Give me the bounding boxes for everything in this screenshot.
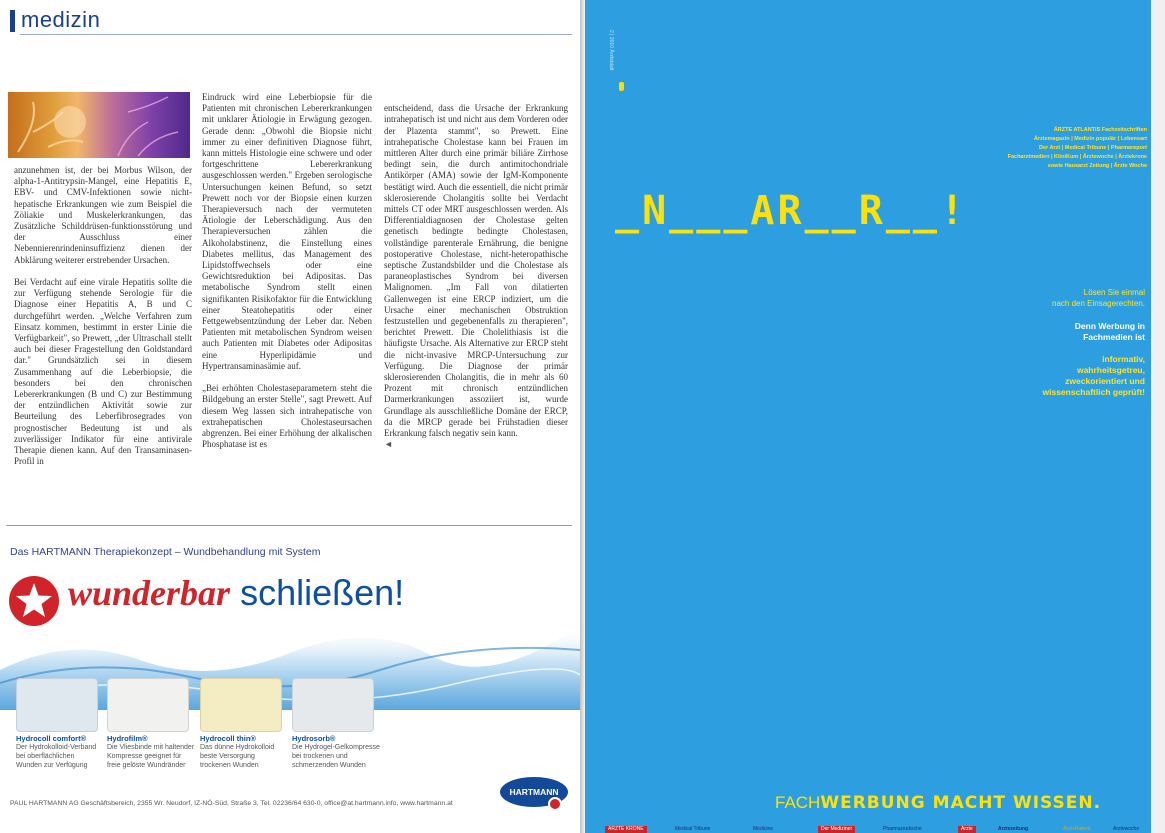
publisher-logo-strip (603, 826, 1151, 833)
ad-caption: Das HARTMANN Therapiekonzept – Wundbehandlung mit System (10, 546, 321, 558)
logo-aerzte: Ärzte (958, 826, 976, 833)
page-divider (6, 525, 572, 526)
product-name: Hydrocoll comfort® (16, 734, 87, 743)
left-page (0, 0, 580, 833)
product-description: Das dünne Hydrokolloid beste Versorgung trockenen Wunden (200, 744, 275, 769)
logo-aerzte-krone: ÄRZTE KRONE (605, 826, 647, 833)
puzzle-title: _N___AR__R__! (615, 188, 968, 234)
hartmann-logo-text: HARTMANN (509, 787, 559, 797)
yellow-tick-mark (619, 82, 624, 91)
logo-medical-tribune: Medical Tribune (675, 826, 711, 832)
product-name: Hydrosorb® (292, 734, 336, 743)
slogan-bold: WERBUNG MACHT WISSEN. (820, 793, 1102, 813)
article-column-3 (384, 92, 568, 451)
section-title: medizin (21, 7, 101, 32)
product-description: Der Hydrokolloid-Verband bei oberflächlichen Wunden zur Verfügung (16, 744, 97, 769)
logo-medicine: Medicine (753, 826, 774, 832)
tagline-attributes: informativ, wahrheitsgetreu, zweckorientiert und wissenschaftlich geprüft! (1042, 354, 1145, 397)
tagline-intro: Lösen Sie einmal nach den Einsagerechten. (1052, 288, 1145, 308)
product-description: Die Hydrogel-Gelkompresse bei trockenen und schmerzenden Wunden (292, 744, 380, 769)
publisher-list: ÄRZTE ATLANTIS Fachzeitschriften Ärztemagazin | Medizin populär | Lebensart Der Arzt | Medical Tribune | Pharmareport Facharztmedien | KliniKum | Ärztewoche | Ärztekrone sowie Hausarzt Zeitung | Ärzte Woche (1007, 127, 1147, 169)
right-page-edge (1151, 0, 1165, 833)
ad-headline (68, 572, 404, 614)
logo-aerztewoche: Ärztewoche (1113, 826, 1140, 832)
product-name: Hydrofilm® (107, 734, 148, 743)
section-bar (10, 10, 15, 32)
product-image-hydrocoll-comfort (16, 678, 98, 732)
product-image-hydrofilm (107, 678, 189, 732)
ad-footer: PAUL HARTMANN AG Geschäftsbereich, 2355 Wr. Neudorf, IZ-NÖ-Süd, Straße 3, Tel. 02236/64 630-0, office@at.hartmann.info, www.hartmann.at (10, 800, 453, 807)
bottom-slogan (775, 793, 1101, 813)
logo-pharmazeutische: Pharmazeutische (883, 826, 922, 832)
product-name: Hydrocoll thin® (200, 734, 256, 743)
slogan-prefix: FACH (775, 793, 821, 812)
right-page (585, 0, 1165, 833)
article-column-3-text: entscheidend, dass die Ursache der Erkrankung intrahepatisch ist und nicht aus dem Vorderen oder der Plazenta stammt", so Prewett. Eine intrahepatische Cholestase kann bei Frauen im mittleren Alter durch eine primär biliäre Zirrhose bedingt sein, die durch antimitochondriale Antikörper (AMA) sowie der IgM-Komponente bestätigt wird. Auch die essentiell, die nicht primär sklerosierende Cholangitis sollte bei Verdacht mittels CT oder MRT ausgeschlossen werden. Als Differentialdiagnosen der Cholestase gelten genetisch bedingte bedingte Cholestasen, vollständige parenterale Ernährung, die benigne postoperative Cholestase, nicht-heteropathische septische Zustandsbilder und die Cholestase als paraneoplastisches Syndrom bei diversen Malignomen. „Im Fall von dilatierten Gallenwegen ist eine ERCP indiziert, um die Ursache einer mechanischen Obstruktion festzustellen und gegebenenfalls zu therapieren", berichtet Prewett. Die Cholelithiasis ist die häufigste Ursache. Als Alternative zur ERCP steht die nicht-invasive MRCP-Untersuchung zur Verfügung. Die Diagnose der primär sklerosierenden Cholangitis, die in mehr als 60 Prozent mit chronisch entzündlichen Darmerkrankungen assoziiert ist, wurde Grundlage als ausschließliche Domäne der ERCP, da die MRCP gerade bei Frühstadien dieser Erkrankung falsch negativ sein kann. (384, 103, 568, 439)
article-image-graphic (8, 92, 190, 158)
tagline-statement: Denn Werbung in Fachmedien ist (1074, 321, 1145, 342)
logo-aerztezeitung: Ärztezeitung (998, 826, 1028, 832)
article-column-2: Eindruck wird eine Leberbiopsie für die Patienten mit chronischen Lebererkrankungen mit unklarer Ätiologie in Erwägung gezogen. Gerade denn: „Obwohl die Biopsie nicht immer zu einer definitiven Diagnose führt, kann mittels Histologie eine schwere und oder fortgeschrittene Lebererkrankung ausgeschlossen werden." Ergeben serologische Untersuchungen keinen Befund, so setzt Prewett noch vor der Biopsie einen kurzen Therapieversuch nach der vermuteten Ätiologie der Leberschädigung. Aus den Therapieversuchen zählen die Alkoholabstinenz, die Einstellung eines Diabetes mellitus, das Management des Lipidstoffwechsels oder eine Gewichtsreduktion bei Adipositas. Das metabolische Syndrom stellt einen signifikanten Risikofaktor für die Entwicklung einer Steatohepatitis oder einer Fettgewebsentzündung der Leber dar. Neben Patienten mit metabolischen Syndrom weisen auch Patienten mit Diabetes oder Adipositas eine Hyperlipidämie und Hypertransaminasämie auf. „Bei erhöhten Cholestaseparametern steht die Bildgebung an erster Stelle", sagt Prewett. Auf diesem Weg lassen sich intrahepatische von extrahepatischen Cholestaseursachen abgrenzen. Bei einer Erhöhung der alkalischen Phosphatase ist es (202, 92, 372, 450)
end-mark-icon: ◄ (384, 439, 393, 450)
logo-der-mediziner: Der Mediziner (818, 826, 855, 833)
logo-arzt-patient: Arzt+Patient (1063, 826, 1091, 832)
ad-headline-rest: schließen! (240, 572, 405, 613)
ad-headline-emphasis: wunderbar (68, 573, 231, 613)
vertical-issue-label: 2 | 2010 Ärzteblatt (608, 30, 614, 71)
hartmann-dot-icon (548, 797, 562, 811)
product-description: Die Vliesbinde mit haltender Kompresse geeignet für freie gelöste Wundränder (107, 744, 195, 769)
product-image-hydrosorb (292, 678, 374, 732)
section-rule (20, 34, 572, 35)
product-image-hydrocoll-thin (200, 678, 282, 732)
article-column-1: anzunehmen ist, der bei Morbus Wilson, der alpha-1-Antitrypsin-Mangel, eine Hepatitis E, EBV- und CMV-Infektionen sowie nicht-hepatische Erkrankungen wie zum Beispiel die Zöliakie und Muskelerkrankungen, das Zusätzliche Schilddrüsen-funktionsstörung und der Ausschluss einer Nebennierenrindeninsuffizienz dienen der Abklärung weiterer erstrebender Ursachen. Bei Verdacht auf eine virale Hepatitis sollte die zur Verfügung stehende Serologie für die Diagnose einer Hepatitis A, B und C durchgeführt werden. „Welche Verfahren zum Einsatz kommen, bestimmt in erster Linie die Verfügbarkeit", so Prewett, „der Ultraschall stellt auch bei dieser Fragestellung den Goldstandard dar." Grundsätzlich sei in diesem Zusammenhang auf die Leberbiopsie, die besonders bei den chronischen Lebererkrankungen (B und C) zur Bestimmung der entzündlichen Aktivität sowie zur Beurteilung des Leberfibrosegrades von prognostischer Bedeutung ist und als zuverlässiger Indikator für eine antivirale Therapie dienen kann. Auf den Transaminasen-Profil in (14, 165, 192, 467)
article-image (8, 92, 190, 158)
